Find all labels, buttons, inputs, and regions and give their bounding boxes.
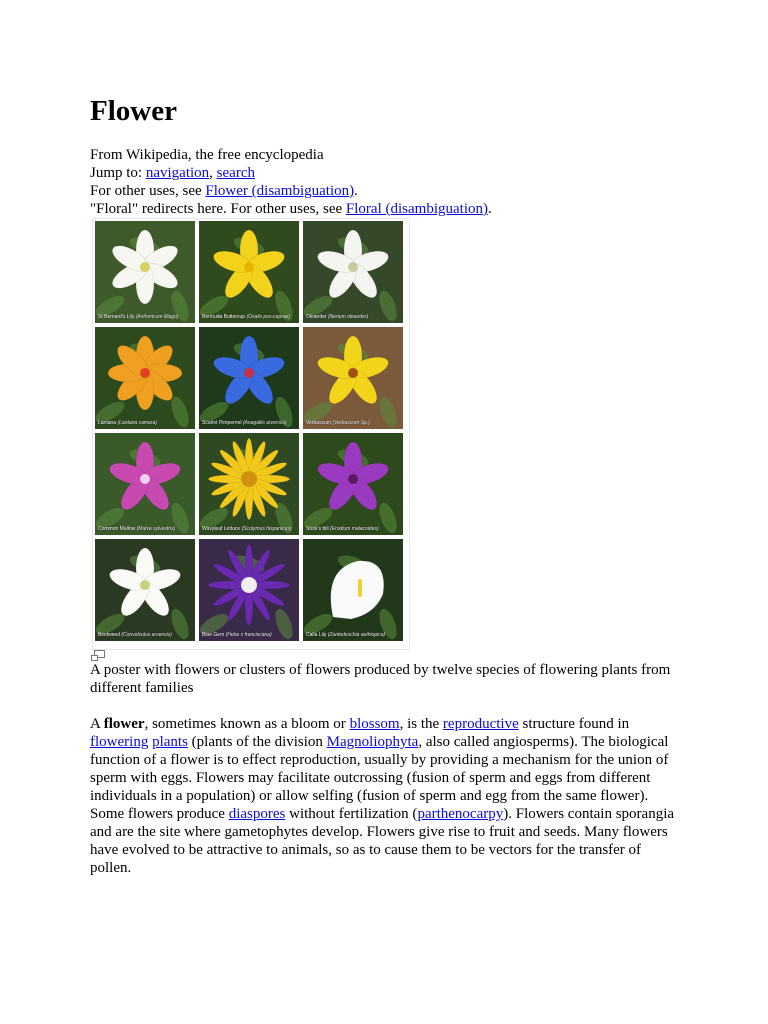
jump-to-line <box>90 164 690 182</box>
paragraph-line: have evolved to be attractive to animals, so as to cause them to be vectors for the transfer of <box>90 842 642 858</box>
other-uses-text: For other uses, see <box>90 183 202 199</box>
flower-photo <box>95 221 195 323</box>
from-line: From Wikipedia, the free encyclopedia <box>90 147 324 163</box>
flower-photo <box>95 433 195 535</box>
paragraph-line: function of a flower is to effect reproduction, usually by providing a mechanism for the union of <box>90 752 669 768</box>
tile-common-name: Bermuda Buttercup <box>202 314 246 320</box>
flower-photo <box>199 433 299 535</box>
paragraph-line: pollen. <box>90 860 132 876</box>
search-link[interactable]: search <box>216 165 255 181</box>
diaspores-link[interactable]: diaspores <box>228 806 286 822</box>
tile-common-name: Calla Lily <box>306 632 327 638</box>
tile-common-name: Bindweed <box>98 632 120 638</box>
paragraph-line: individuals in a population) or allow selfing (fusion of sperm and egg from the same flower). <box>90 788 649 804</box>
paragraph-line <box>90 805 690 823</box>
text-run: without fertilization ( <box>285 806 418 822</box>
text-run: (plants of the division <box>187 734 327 750</box>
flower-photo <box>95 539 195 641</box>
gallery-tile <box>199 433 299 535</box>
flower-photo <box>199 327 299 429</box>
tile-caption <box>306 632 401 638</box>
flower-photo <box>95 327 195 429</box>
text-run: , sometimes known as a bloom or <box>144 716 350 732</box>
tile-caption <box>98 632 193 638</box>
tile-common-name: Stork's bill <box>306 526 329 532</box>
jump-to-label: Jump to: <box>90 165 143 181</box>
flower-poster-image[interactable] <box>92 218 410 650</box>
tile-caption <box>306 526 401 532</box>
navigation-link[interactable]: navigation <box>145 165 210 181</box>
flowering-link[interactable]: flowering <box>90 734 149 750</box>
page-title: Flower <box>90 95 177 127</box>
tile-caption <box>98 314 193 320</box>
bold-term-flower: flower <box>103 716 145 732</box>
tile-caption <box>202 632 297 638</box>
text-run: Some flowers produce <box>90 806 229 822</box>
gallery-tile <box>199 327 299 429</box>
text-run: , also called angiosperms). The biological <box>418 734 669 750</box>
magnoliophyta-link[interactable]: Magnoliophyta <box>326 734 419 750</box>
tile-common-name: Wavyleaf Lettuce <box>202 526 241 532</box>
flower-photo <box>303 221 403 323</box>
tile-common-name: Lantana <box>98 420 117 426</box>
tile-common-name: Common Mallow <box>98 526 136 532</box>
tile-scientific-name: (Erodium malacoides) <box>330 526 379 532</box>
paragraph-line <box>90 733 690 751</box>
tile-scientific-name: (Oxalis pes-caprae) <box>246 314 291 320</box>
tile-common-name: Verbascum <box>306 420 332 426</box>
gallery-tile <box>303 327 403 429</box>
period: . <box>354 183 358 199</box>
tile-common-name: Oleander <box>306 314 327 320</box>
paragraph-line: sperm with eggs. Flowers may facilitate outcrossing (fusion of sperm and eggs from different <box>90 770 651 786</box>
flower-photo <box>303 327 403 429</box>
text-run: ). Flowers contain sporangia <box>503 806 675 822</box>
enlarge-icon[interactable] <box>91 650 105 661</box>
tile-scientific-name: (Verbascum Sp.) <box>332 420 370 426</box>
other-uses-line <box>90 182 690 200</box>
article-meta <box>90 146 690 218</box>
comma-separator: , <box>209 165 213 181</box>
tile-scientific-name: (Nerium oleander) <box>327 314 369 320</box>
floral-disambiguation-link[interactable]: Floral (disambiguation) <box>345 201 488 217</box>
plants-link[interactable]: plants <box>152 734 188 750</box>
paragraph-line <box>90 715 690 733</box>
flower-photo <box>303 539 403 641</box>
tile-caption <box>306 420 401 426</box>
gallery-tile <box>199 221 299 323</box>
text-run: A <box>90 716 104 732</box>
tile-scientific-name: (Malva sylvestris) <box>136 526 176 532</box>
gallery-tile <box>303 433 403 535</box>
gallery-tile <box>303 221 403 323</box>
text-run: , is the <box>399 716 443 732</box>
parthenocarpy-link[interactable]: parthenocarpy <box>417 806 504 822</box>
tile-scientific-name: (Scolymus hispanicus) <box>241 526 292 532</box>
tile-scientific-name: (Lantana camara) <box>117 420 157 426</box>
text-run: structure found in <box>518 716 630 732</box>
tile-caption <box>98 420 193 426</box>
tile-scientific-name: (Anagallis arvensis) <box>242 420 287 426</box>
tile-scientific-name: (Anthericum liliago) <box>135 314 179 320</box>
reproductive-link[interactable]: reproductive <box>442 716 519 732</box>
gallery-tile <box>199 539 299 641</box>
gallery-tile <box>95 221 195 323</box>
floral-redirect-line <box>90 200 690 218</box>
tile-common-name: Scarlet Pimpernel <box>202 420 242 426</box>
article-paragraph <box>90 715 690 877</box>
flower-disambiguation-link[interactable]: Flower (disambiguation) <box>205 183 355 199</box>
tile-common-name: Blue Gem <box>202 632 225 638</box>
tile-common-name: St Bernard's Lily <box>98 314 135 320</box>
paragraph-line: and are the site where gametophytes develop. Flowers give rise to fruit and seeds. Many flowers <box>90 824 668 840</box>
tile-caption <box>306 314 401 320</box>
image-caption: A poster with flowers or clusters of flowers produced by twelve species of flowering plants from different families <box>90 662 671 696</box>
tile-scientific-name: (Convolvulus arvensis) <box>121 632 172 638</box>
floral-redirect-text: "Floral" redirects here. For other uses, see <box>90 201 343 217</box>
tile-caption <box>98 526 193 532</box>
flower-photo <box>199 539 299 641</box>
gallery-tile <box>95 539 195 641</box>
period: . <box>487 201 492 217</box>
gallery-tile <box>303 539 403 641</box>
tile-scientific-name: (Zantedeschia aethiopica) <box>327 632 386 638</box>
flower-photo <box>303 433 403 535</box>
tile-caption <box>202 420 297 426</box>
tile-caption <box>202 314 297 320</box>
blossom-link[interactable]: blossom <box>349 716 400 732</box>
tile-caption <box>202 526 297 532</box>
gallery-tile <box>95 327 195 429</box>
gallery-tile <box>95 433 195 535</box>
tile-scientific-name: (Hebe x franciscana) <box>225 632 272 638</box>
flower-photo <box>199 221 299 323</box>
